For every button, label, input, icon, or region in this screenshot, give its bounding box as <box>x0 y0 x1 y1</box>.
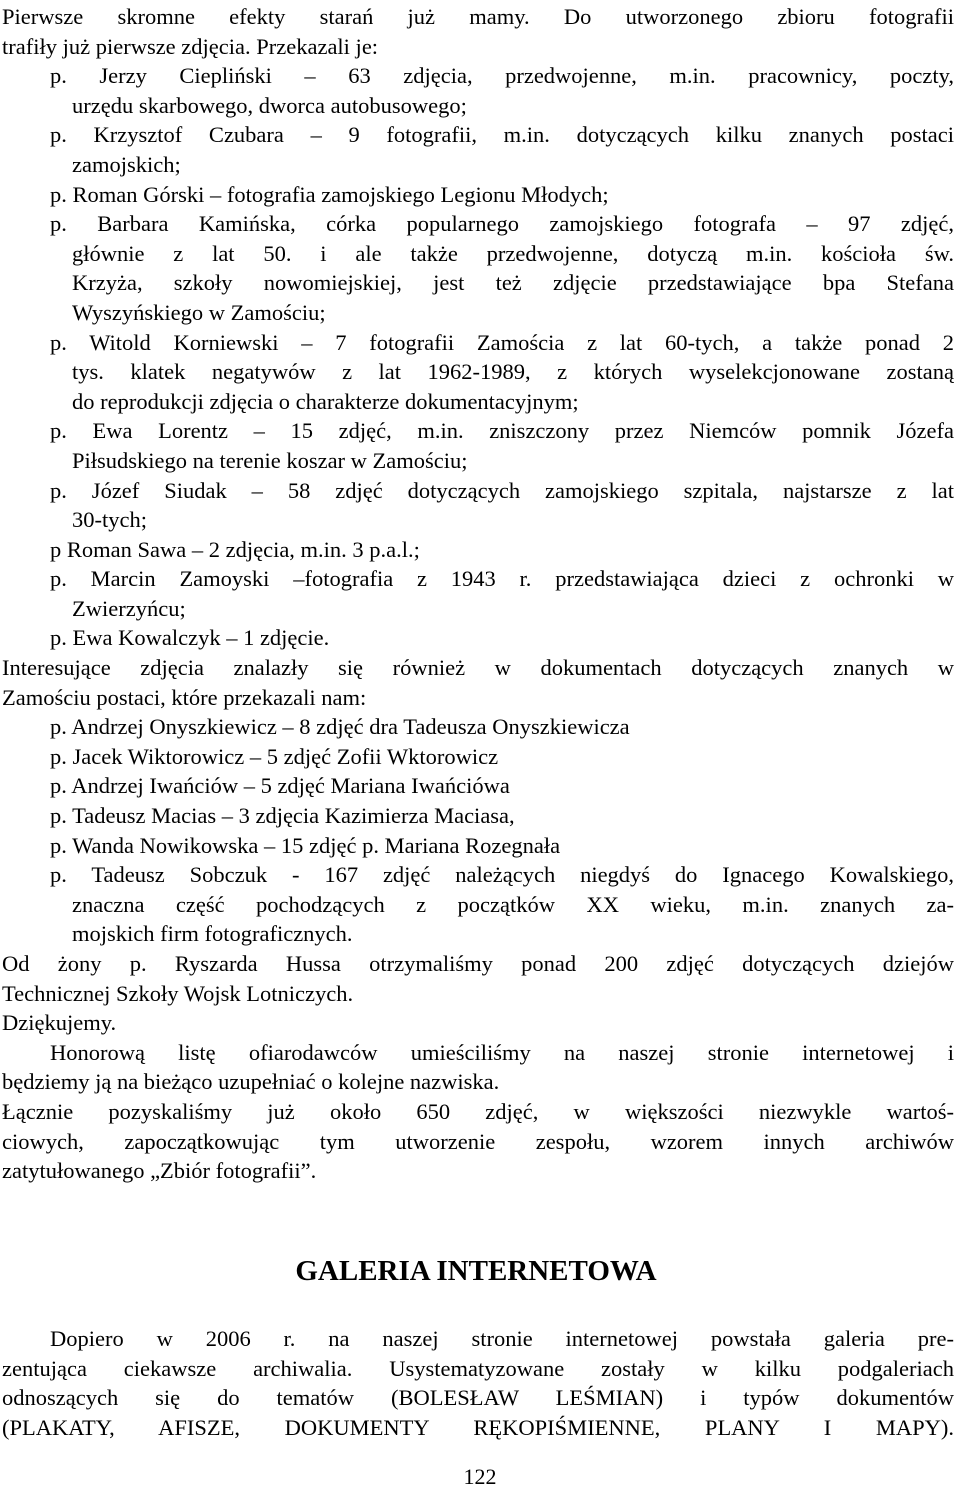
gallery-section <box>2 1324 954 1442</box>
donor-entry: p. Krzysztof Czubara – 9 fotografii, m.in. dotyczących kilku znanych postaci <box>50 122 954 148</box>
text-line: ciowych, zapoczątkowując tym utworzenie zespołu, wzorem innych archiwów <box>2 1128 954 1154</box>
donor-entry: p. Marcin Zamoyski –fotografia z 1943 r. przedstawiająca dzieci z ochronki w <box>50 566 954 592</box>
donor-entry: p. Jacek Wiktorowicz – 5 zdjęć Zofii Wktorowicz <box>50 743 499 769</box>
text-line: zatytułowanego „Zbiór fotografii”. <box>2 1158 317 1184</box>
text-line: Łącznie pozyskaliśmy już około 650 zdjęć, w większości niezwykle wartoś- <box>2 1098 954 1124</box>
donor-entry-continuation: urzędu skarbowego, dworca autobusowego; <box>72 92 467 118</box>
donor-entry-continuation: Piłsudskiego na terenie koszar w Zamościu; <box>72 447 468 473</box>
text-line: będziemy ją na bieżąco uzupełniać o kolejne nazwiska. <box>2 1069 500 1095</box>
donor-entry: p. Andrzej Iwańciów – 5 zdjęć Mariana Iwańciówa <box>50 773 510 799</box>
text-line: Zamościu postaci, które przekazali nam: <box>2 684 367 710</box>
donor-entry-continuation: Zwierzyńcu; <box>72 595 186 621</box>
donor-entry-continuation: tys. klatek negatywów z lat 1962-1989, z których wyselekcjonowane zostaną <box>72 359 954 385</box>
paragraph-first-line: Honorową listę ofiarodawców umieściliśmy na naszej stronie internetowej i <box>50 1039 954 1065</box>
donor-entry-continuation: do reprodukcji zdjęcia o charakterze dokumentacyjnym; <box>72 388 579 414</box>
donor-entry: p Roman Sawa – 2 zdjęcia, m.in. 3 p.a.l.; <box>50 536 420 562</box>
donor-entry: p. Andrzej Onyszkiewicz – 8 zdjęć dra Tadeusza Onyszkiewicza <box>50 714 630 740</box>
text-line: trafiły już pierwsze zdjęcia. Przekazali je: <box>2 33 379 59</box>
text-line: Pierwsze skromne efekty starań już mamy. Do utworzonego zbioru fotografii <box>2 4 954 29</box>
text-line: Technicznej Szkoły Wojsk Lotniczych. <box>2 980 354 1006</box>
document-body <box>2 2 954 1186</box>
donor-entry: p. Wanda Nowikowska – 15 zdjęć p. Mariana Rozegnała <box>50 832 561 858</box>
text-line: Interesujące zdjęcia znalazły się również w dokumentach dotyczących znanych w <box>2 655 954 681</box>
donor-entry-continuation: mojskich firm fotograficznych. <box>72 921 353 947</box>
donor-entry: p. Tadeusz Macias – 3 zdjęcia Kazimierza Maciasa, <box>50 803 515 829</box>
page-number: 122 <box>463 1464 497 1489</box>
section-heading: GALERIA INTERNETOWA <box>295 1255 657 1287</box>
donor-entry-continuation: Wyszyńskiego w Zamościu; <box>72 299 326 325</box>
donor-entry: p. Jerzy Ciepliński – 63 zdjęcia, przedwojenne, m.in. pracownicy, poczty, <box>50 63 954 89</box>
donor-entry-continuation: Krzyża, szkoły nowomiejskiej, jest też zdjęcie przedstawiające bpa Stefana <box>72 270 954 296</box>
donor-entry: p. Roman Górski – fotografia zamojskiego Legionu Młodych; <box>50 181 609 207</box>
donor-entry: p. Witold Korniewski – 7 fotografii Zamościa z lat 60-tych, a także ponad 2 <box>50 329 954 355</box>
donor-entry: p. Tadeusz Sobczuk - 167 zdjęć należących niegdyś do Ignacego Kowalskiego, <box>50 862 954 888</box>
text-line: Dziękujemy. <box>2 1010 117 1036</box>
text-line: zentująca ciekawsze archiwalia. Usystematyzowane zostały w kilku podgaleriach <box>2 1355 954 1381</box>
text-line: (PLAKATY, AFISZE, DOKUMENTY RĘKOPIŚMIENNE, PLANY I MAPY). <box>2 1414 954 1440</box>
donor-entry-continuation: znaczna część pochodzących z początków XX wieku, m.in. znanych za- <box>72 891 954 917</box>
donor-entry-continuation: głównie z lat 50. i ale także przedwojenne, dotyczą m.in. kościoła św. <box>72 240 954 266</box>
paragraph-first-line: Dopiero w 2006 r. na naszej stronie internetowej powstała galeria pre- <box>50 1326 954 1351</box>
donor-entry: p. Ewa Lorentz – 15 zdjęć, m.in. zniszczony przez Niemców pomnik Józefa <box>50 418 954 444</box>
text-line: odnoszących się do tematów (BOLESŁAW LEŚMIAN) i typów dokumentów <box>2 1385 954 1411</box>
donor-entry: p. Barbara Kamińska, córka popularnego zamojskiego fotografa – 97 zdjęć, <box>50 211 954 237</box>
donor-entry: p. Józef Siudak – 58 zdjęć dotyczących zamojskiego szpitala, najstarsze z lat <box>50 477 954 503</box>
donor-entry-continuation: 30-tych; <box>72 507 147 533</box>
donor-entry-continuation: zamojskich; <box>72 151 181 177</box>
donor-entry: p. Ewa Kowalczyk – 1 zdjęcie. <box>50 625 330 651</box>
text-line: Od żony p. Ryszarda Hussa otrzymaliśmy ponad 200 zdjęć dotyczących dziejów <box>2 951 954 976</box>
